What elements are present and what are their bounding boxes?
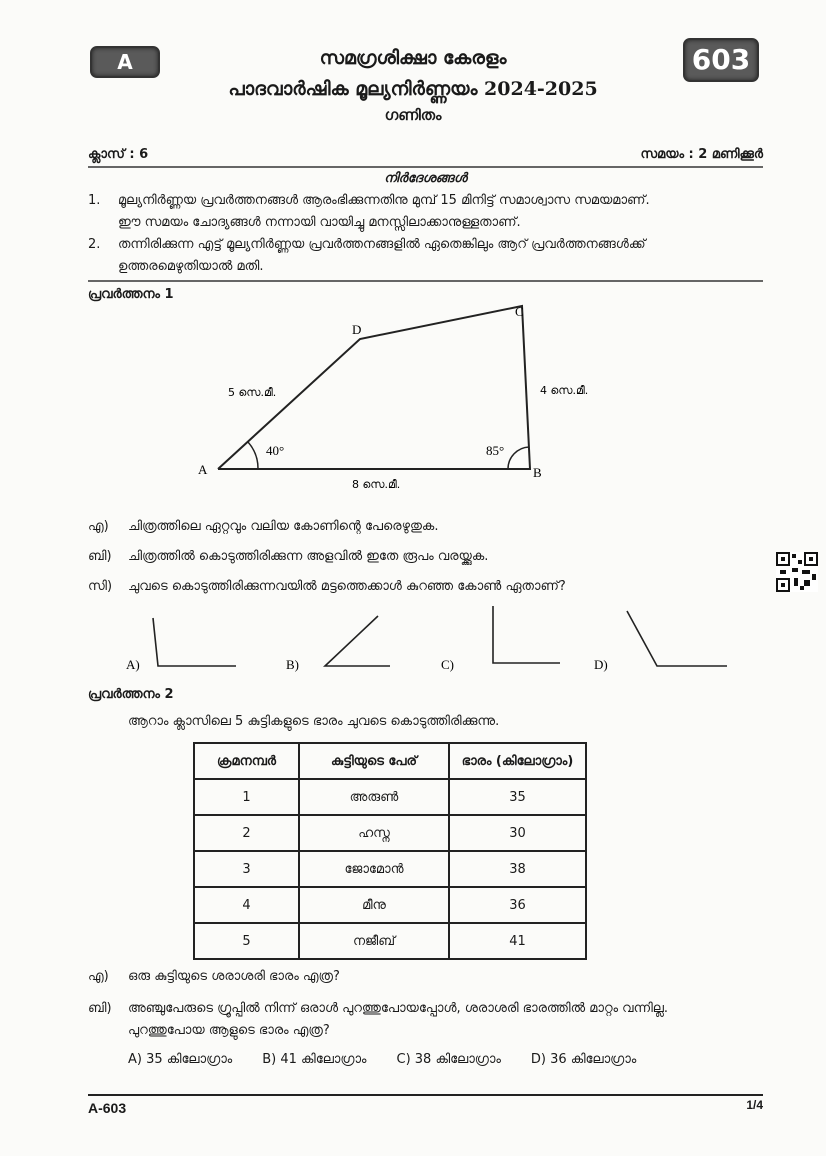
page-number: 1/4 — [746, 1098, 763, 1112]
vertex-d: D — [352, 322, 362, 337]
option-b-angle — [325, 616, 390, 666]
class-label: ക്ലാസ് : 6 — [88, 147, 149, 162]
angle-a-label: 40° — [266, 443, 285, 458]
choice-d: D) 36 കിലോഗ്രാം — [530, 1052, 637, 1067]
question-a: എ) ചിത്രത്തിലെ ഏറ്റവും വലിയ കോണിന്റെ പേരെഴുതുക. — [88, 519, 439, 534]
table-header: ക്രമനമ്പർ — [194, 743, 299, 779]
activity-1-questions — [88, 516, 763, 598]
option-c-label: C) — [441, 657, 454, 672]
table-header: കുട്ടിയുടെ പേര് — [299, 743, 449, 779]
instruction-number: 2. — [88, 237, 101, 252]
answer-choices — [128, 1050, 763, 1070]
activity-2-question-a: എ) ഒരു കുട്ടിയുടെ ശരാശരി ഭാരം എത്ര? — [88, 969, 340, 984]
choice-b: B) 41 കിലോഗ്രാം — [262, 1052, 367, 1067]
instruction-number: 1. — [88, 193, 101, 208]
activity-2-title: പ്രവർത്തനം 2 — [88, 687, 174, 702]
instruction-1 — [88, 190, 763, 234]
option-d-label: D) — [594, 657, 608, 672]
activity-1-title: പ്രവർത്തനം 1 — [88, 287, 174, 302]
instruction-text: തന്നിരിക്കുന്ന എട്ട് മൂല്യനിർണ്ണയ പ്രവർത്തനങ്ങളിൽ ഏതെങ്കിലും ആറ് പ്രവർത്തനങ്ങൾക്ക് — [118, 237, 646, 252]
side-ab-label: 8 സെ.മീ. — [352, 478, 401, 491]
org-title: സമഗ്രശിക്ഷാ കേരളം — [319, 47, 507, 69]
angle-a-arc — [248, 442, 258, 469]
question-b: ബി) ചിത്രത്തിൽ കൊടുത്തിരിക്കുന്ന അളവിൽ ഇതേ രൂപം വരയ്ക്കുക. — [88, 549, 489, 564]
instructions-heading: നിർദേശങ്ങൾ — [384, 171, 467, 186]
table-row: 3 ജോമോൻ 38 — [194, 851, 586, 887]
table-row: 2 ഹസ്ന 30 — [194, 815, 586, 851]
vertex-c: C — [515, 304, 524, 319]
table-header: ഭാരം (കിലോഗ്രാം) — [449, 743, 586, 779]
instruction-text: ഉത്തരമെഴുതിയാൽ മതി. — [118, 259, 264, 274]
angle-b-label: 85° — [486, 443, 505, 458]
instruction-text: മൂല്യനിർണ്ണയ പ്രവർത്തനങ്ങൾ ആരംഭിക്കുന്നതിനു മുമ്പ് 15 മിനിട്ട് സമാശ്വാസ സമയമാണ്. — [118, 193, 650, 208]
angle-b-arc — [508, 447, 529, 469]
class-time-row — [88, 146, 763, 164]
option-c-angle — [493, 606, 560, 663]
subject-title: ഗണിതം — [384, 106, 442, 124]
footer-code: A-603 — [88, 1100, 127, 1116]
table-row: 5 നജീബ് 41 — [194, 923, 586, 959]
code-badge: 603 — [683, 38, 759, 82]
instruction-text: ഈ സമയം ചോദ്യങ്ങൾ നന്നായി വായിച്ചു മനസ്സിലാക്കാനുള്ളതാണ്. — [118, 215, 521, 230]
qr-code — [776, 552, 818, 592]
activity-2-intro: ആറാം ക്ലാസിലെ 5 കുട്ടികളുടെ ഭാരം ചുവടെ കൊടുത്തിരിക്കുന്നു. — [128, 714, 500, 729]
page-header — [0, 0, 826, 146]
table-row: 1 അരുൺ 35 — [194, 779, 586, 815]
vertex-b: B — [533, 465, 542, 480]
divider — [88, 280, 763, 282]
option-a-label: A) — [126, 657, 140, 672]
exam-title: പാദവാർഷിക മൂല്യനിർണ്ണയം 2024-2025 — [228, 78, 598, 100]
quadrilateral-figure — [88, 304, 763, 504]
activity-2-question-b: ബി) അഞ്ചുപേരുടെ ഗ്രൂപ്പിൽ നിന്ന് ഒരാൾ പുറത്തുപോയപ്പോൾ, ശരാശരി ഭാരത്തിൽ മാറ്റം വന്നില്ല. പുറത്തുപോയ ആളുടെ ഭാരം എത്ര? — [88, 1001, 669, 1038]
side-ad-label: 5 സെ.മീ. — [228, 386, 277, 399]
table-row: 4 മീനു 36 — [194, 887, 586, 923]
footer — [88, 1096, 763, 1156]
option-d-angle — [627, 611, 727, 666]
side-bc-label: 4 സെ.മീ. — [540, 384, 589, 397]
time-label: സമയം : 2 മണിക്കൂർ — [640, 147, 763, 162]
instruction-2 — [88, 234, 763, 278]
table-header-row — [194, 743, 586, 779]
vertex-a: A — [198, 462, 208, 477]
weights-table — [193, 742, 587, 960]
option-b-label: B) — [286, 657, 299, 672]
question-c: സി) ചുവടെ കൊടുത്തിരിക്കുന്നവയിൽ മട്ടത്തെക്കാൾ കുറഞ്ഞ കോൺ ഏതാണ്? — [88, 579, 566, 594]
choice-c: C) 38 കിലോഗ്രാം — [396, 1052, 501, 1067]
set-badge: A — [90, 46, 160, 78]
choice-a: A) 35 കിലോഗ്രാം — [128, 1052, 233, 1067]
option-a-angle — [153, 618, 236, 666]
angle-options — [88, 598, 763, 678]
